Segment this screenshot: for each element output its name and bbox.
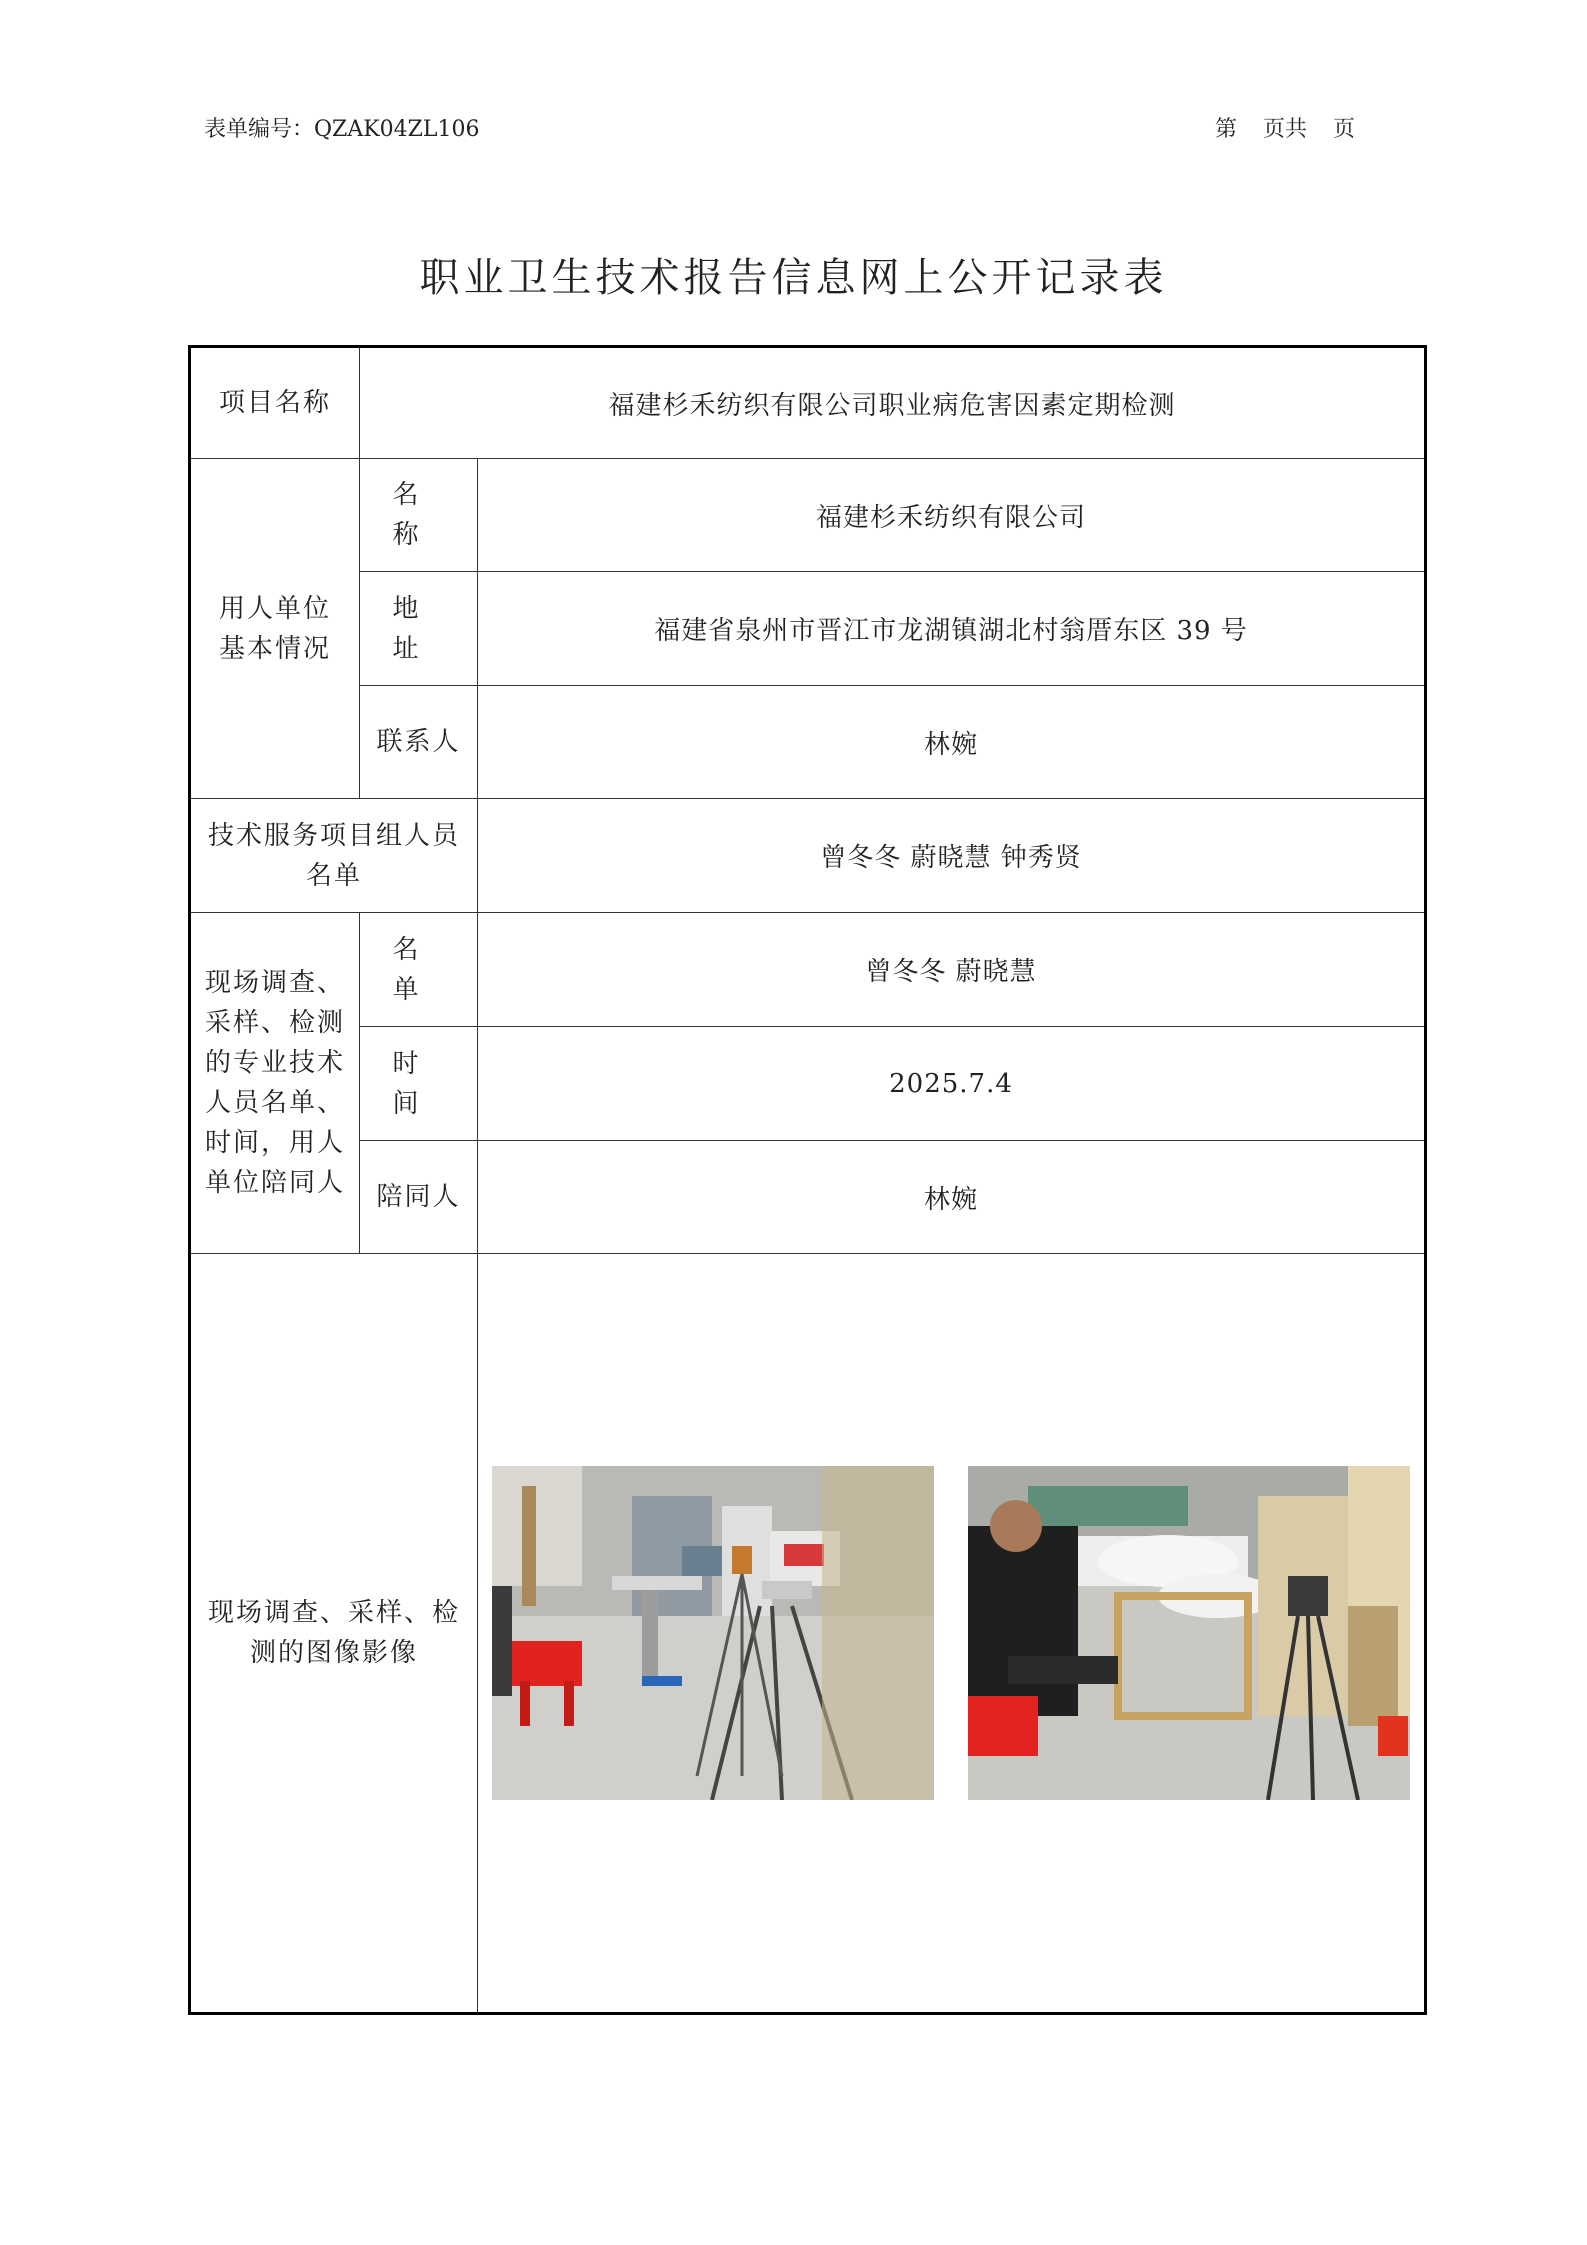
image-cell <box>478 1254 1426 2014</box>
survey-label <box>190 913 360 1254</box>
companion-row <box>190 1141 1426 1254</box>
companion-label: 陪同人 <box>360 1141 478 1254</box>
site-photo-2 <box>968 1466 1410 1800</box>
roster-row <box>190 913 1426 1027</box>
survey-label-line: 采样、检测 <box>204 1008 345 1038</box>
employer-label-line-2: 基本情况 <box>218 633 331 664</box>
employer-label-line-1: 用人单位 <box>218 593 331 624</box>
survey-label-line: 现场调查、 <box>204 968 345 998</box>
image-label-line-2: 测的图像影像 <box>249 1638 418 1668</box>
image-label <box>190 1254 478 2014</box>
site-photo-1 <box>492 1466 934 1800</box>
employer-label <box>190 459 360 799</box>
team-label-line-1: 技术服务项目组人员 <box>207 820 460 851</box>
document-title: 职业卫生技术报告信息网上公开记录表 <box>419 255 1168 301</box>
team-value: 曾冬冬 蔚晓慧 钟秀贤 <box>478 799 1426 913</box>
page-label-1: 第 <box>1214 117 1237 142</box>
address-label: 地 址 <box>360 572 478 686</box>
survey-label-line: 单位陪同人 <box>204 1168 345 1198</box>
name-label: 名 称 <box>360 459 478 572</box>
survey-label-line: 的专业技术 <box>204 1048 345 1078</box>
team-row <box>190 799 1426 913</box>
project-value: 福建杉禾纺织有限公司职业病危害因素定期检测 <box>360 347 1426 459</box>
address-value: 福建省泉州市晋江市龙湖镇湖北村翁厝东区 39 号 <box>478 572 1426 686</box>
companion-value: 林婉 <box>478 1141 1426 1254</box>
page-label-3: 页 <box>1332 117 1355 142</box>
survey-label-line: 时间，用人 <box>204 1128 345 1158</box>
photo-gallery <box>478 1466 1424 1800</box>
image-label-line-1: 现场调查、采样、检 <box>207 1598 460 1628</box>
time-label: 时 间 <box>360 1027 478 1141</box>
contact-row <box>190 686 1426 799</box>
image-row <box>190 1254 1426 2014</box>
roster-label: 名 单 <box>360 913 478 1027</box>
page-number <box>1189 112 1355 143</box>
contact-value: 林婉 <box>478 686 1426 799</box>
survey-label-line: 人员名单、 <box>204 1088 345 1118</box>
contact-label: 联系人 <box>360 686 478 799</box>
site-photo-2-image <box>968 1466 1410 1800</box>
time-value: 2025.7.4 <box>478 1027 1426 1141</box>
project-row <box>190 347 1426 459</box>
employer-name-row <box>190 459 1426 572</box>
site-photo-1-image <box>492 1466 934 1800</box>
address-row <box>190 572 1426 686</box>
team-label <box>190 799 478 913</box>
project-label: 项目名称 <box>190 347 360 459</box>
team-label-line-2: 名单 <box>305 860 362 891</box>
form-number: 表单编号：QZAK04ZL106 <box>204 117 480 142</box>
name-value: 福建杉禾纺织有限公司 <box>478 459 1426 572</box>
time-row <box>190 1027 1426 1141</box>
record-table <box>188 345 1427 2015</box>
roster-value: 曾冬冬 蔚晓慧 <box>478 913 1426 1027</box>
page-label-2: 页共 <box>1262 117 1307 142</box>
